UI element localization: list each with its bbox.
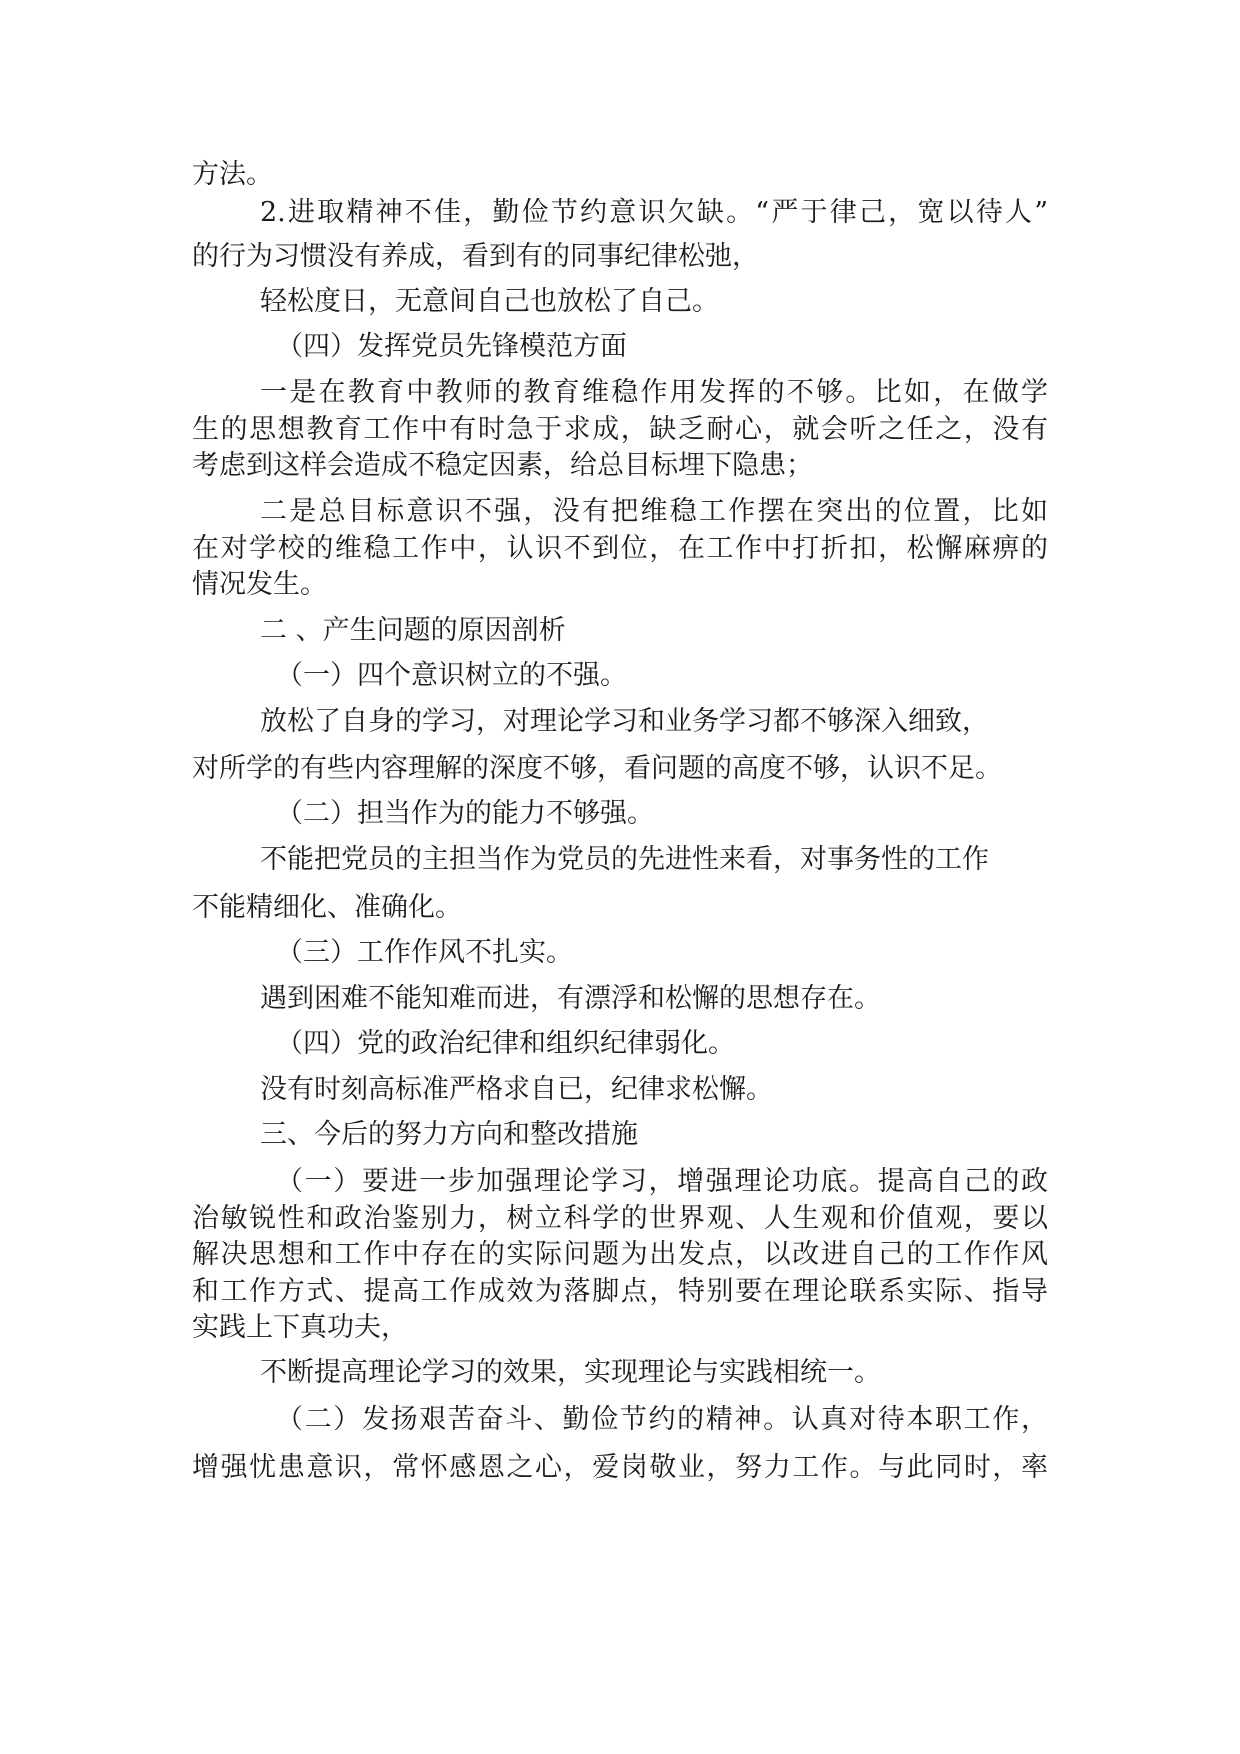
- text-line: 和工作方式、提高工作成效为落脚点，特别要在理论联系实际、指导: [192, 1276, 1048, 1307]
- subsection-heading: （三）工作作风不扎实。: [276, 937, 573, 968]
- text-line: （二）发扬艰苦奋斗、勤俭节约的精神。认真对待本职工作，: [276, 1404, 1048, 1435]
- text-line: 2.进取精神不佳，勤俭节约意识欠缺。“严于律己，宽以待人”: [260, 197, 1048, 228]
- subsection-heading: （四）党的政治纪律和组织纪律弱化。: [276, 1028, 735, 1059]
- text-line: 轻松度日，无意间自己也放松了自己。: [260, 286, 719, 317]
- text-line: 二是总目标意识不强，没有把维稳工作摆在突出的位置，比如: [260, 496, 1048, 527]
- text-line: 对所学的有些内容理解的深度不够，看问题的高度不够，认识不足。: [192, 753, 1002, 784]
- text-line: 一是在教育中教师的教育维稳作用发挥的不够。比如，在做学: [260, 377, 1048, 408]
- text-line: 治敏锐性和政治鉴别力，树立科学的世界观、人生观和价值观，要以: [192, 1203, 1048, 1234]
- text-line: 不能精细化、准确化。: [192, 892, 462, 923]
- text-line: 遇到困难不能知难而进，有漂浮和松懈的思想存在。: [260, 983, 881, 1014]
- section-heading: （四）发挥党员先锋模范方面: [276, 331, 627, 362]
- text-line: 增强忧患意识，常怀感恩之心，爱岗敬业，努力工作。与此同时，率: [192, 1452, 1048, 1483]
- subsection-heading: （二）担当作为的能力不够强。: [276, 798, 654, 829]
- text-line: 不断提高理论学习的效果，实现理论与实践相统一。: [260, 1357, 881, 1388]
- section-heading: 二 、产生问题的原因剖析: [260, 615, 566, 646]
- text-line: 放松了自身的学习，对理论学习和业务学习都不够深入细致，: [260, 706, 989, 737]
- text-line: 不能把党员的主担当作为党员的先进性来看，对事务性的工作: [260, 844, 989, 875]
- text-line: 的行为习惯没有养成，看到有的同事纪律松弛，: [192, 241, 759, 272]
- text-line: 生的思想教育工作中有时急于求成，缺乏耐心，就会听之任之，没有: [192, 414, 1048, 445]
- text-line: 考虑到这样会造成不稳定因素，给总目标埋下隐患；: [192, 450, 813, 481]
- text-line: 没有时刻高标准严格求自已，纪律求松懈。: [260, 1074, 773, 1105]
- text-line: 方法。: [192, 159, 273, 190]
- text-line: 解决思想和工作中存在的实际问题为出发点，以改进自己的工作作风: [192, 1239, 1048, 1270]
- text-line: （一）要进一步加强理论学习，增强理论功底。提高自己的政: [276, 1166, 1048, 1197]
- subsection-heading: （一）四个意识树立的不强。: [276, 660, 627, 691]
- section-heading: 三、今后的努力方向和整改措施: [260, 1119, 638, 1150]
- text-line: 在对学校的维稳工作中，认识不到位，在工作中打折扣，松懈麻痹的: [192, 533, 1048, 564]
- text-line: 情况发生。: [192, 569, 327, 600]
- text-line: 实践上下真功夫，: [192, 1312, 408, 1343]
